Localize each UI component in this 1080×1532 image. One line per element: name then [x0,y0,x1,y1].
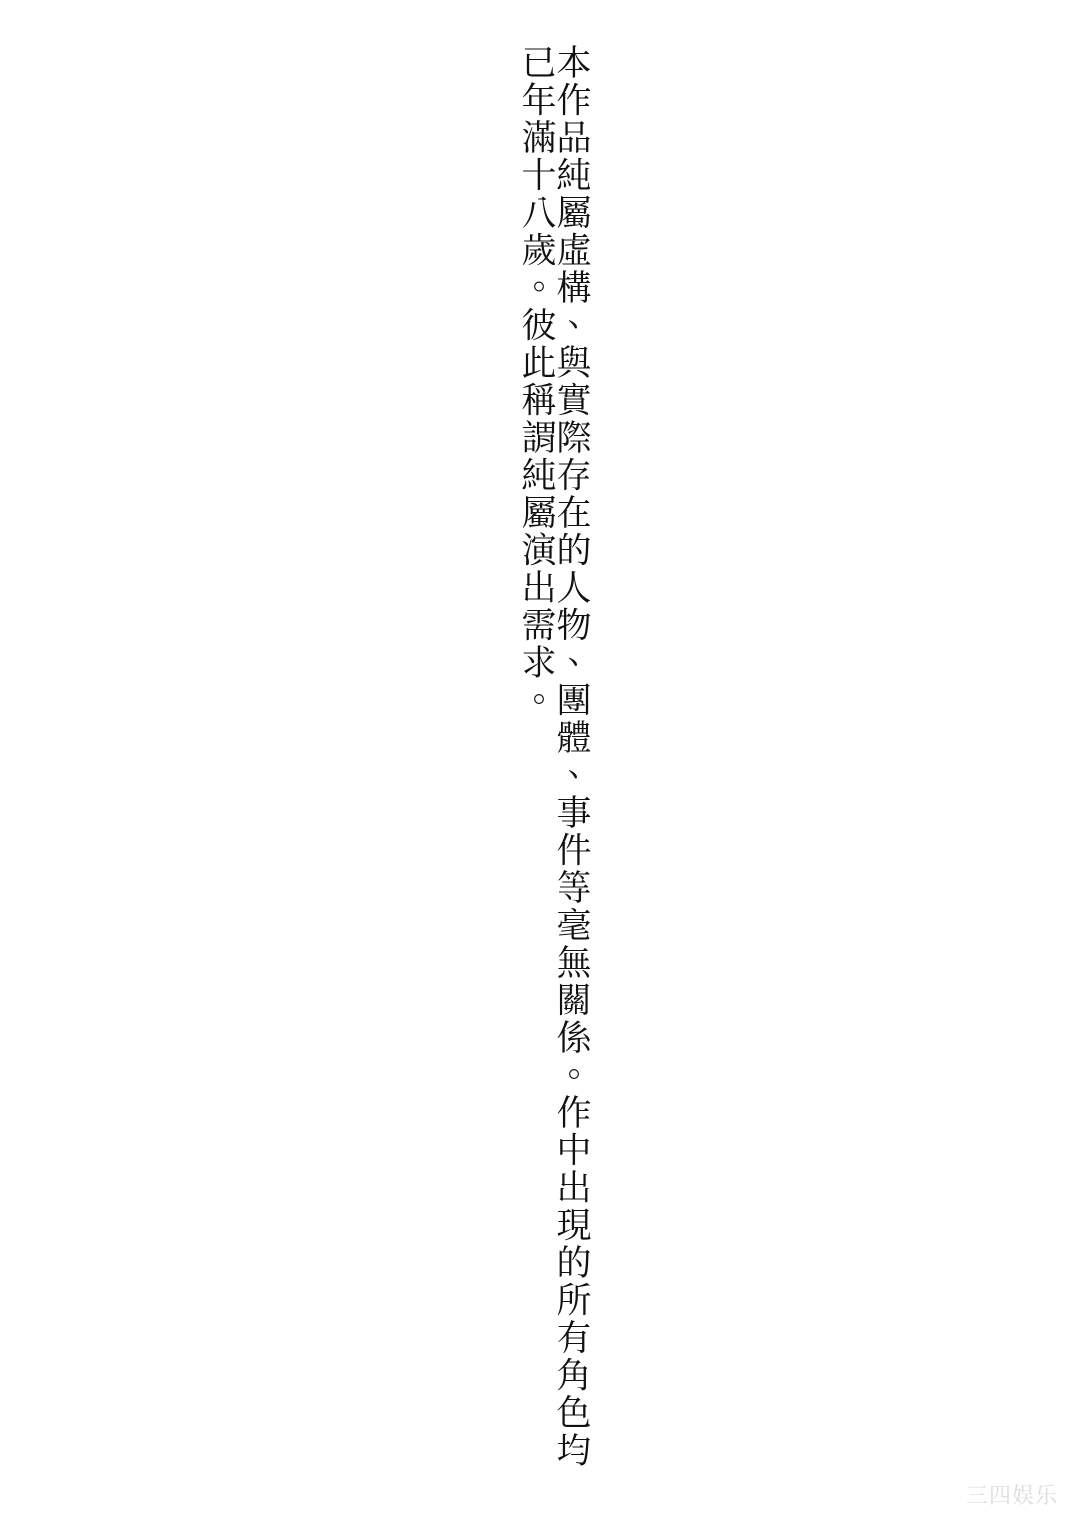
disclaimer-vertical-text: 本作品純屬虛構、與實際存在的人物、團體、事件等毫無關係。作中出現的所有角色均已年滿十八歲。彼此稱謂純屬演出需求。 [516,44,591,1469]
watermark-label: 三四娱乐 [965,1484,1058,1509]
disclaimer-block [0,44,1080,1494]
